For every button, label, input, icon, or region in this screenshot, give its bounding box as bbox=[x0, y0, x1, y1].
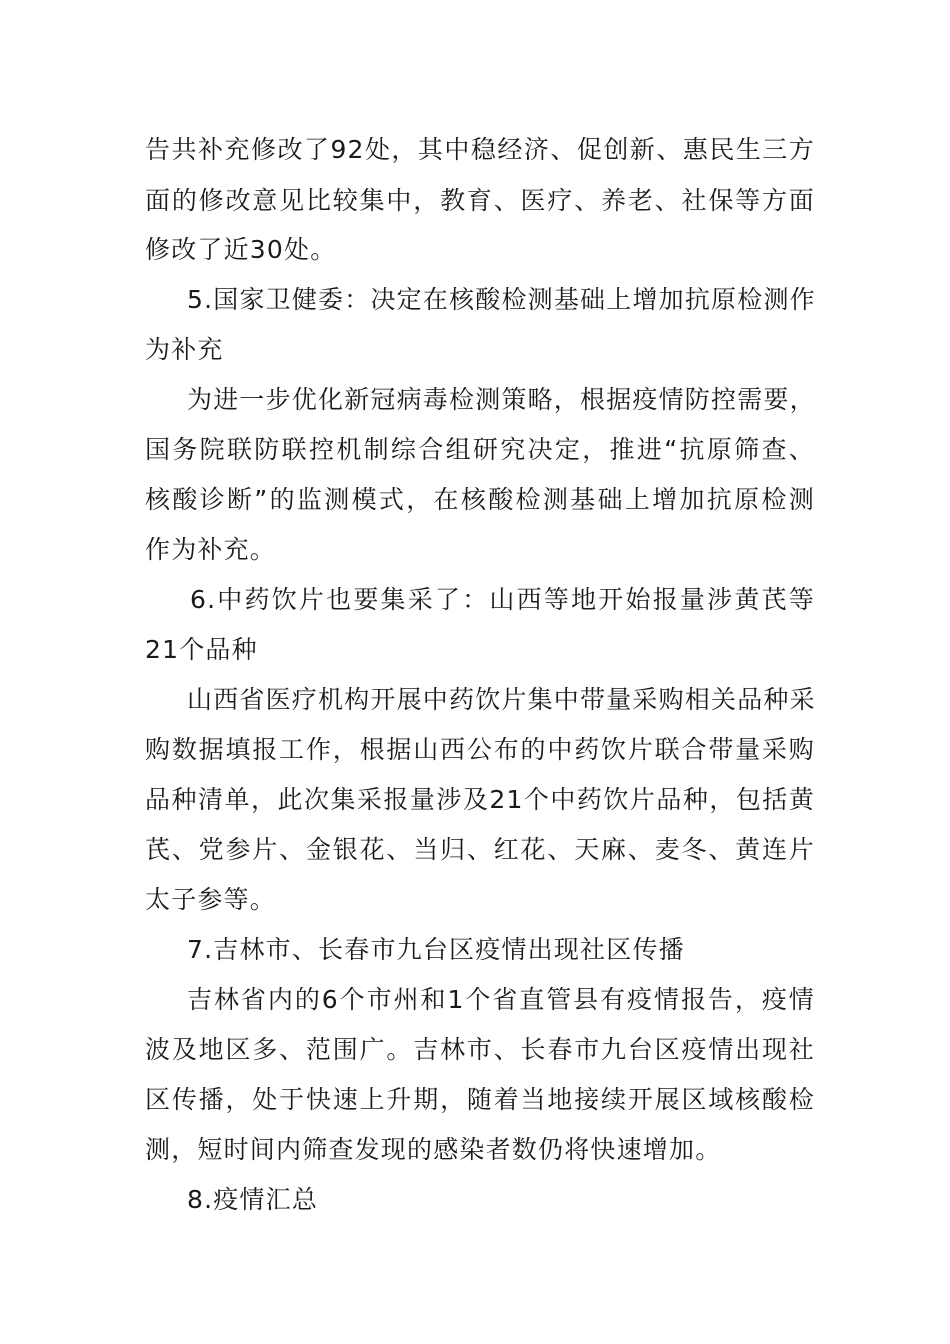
section-heading: 为补充 bbox=[145, 335, 224, 364]
text-line: 山西省医疗机构开展中药饮片集中带量采购相关品种采 bbox=[187, 685, 816, 714]
text-line: 修改了近30处。 bbox=[145, 235, 337, 264]
section-heading: 21个品种 bbox=[145, 635, 258, 664]
text-line: 测，短时间内筛查发现的感染者数仍将快速增加。 bbox=[145, 1135, 722, 1164]
text-line: 核酸诊断”的监测模式，在核酸检测基础上增加抗原检测 bbox=[145, 485, 815, 514]
section-heading: 5.国家卫健委：决定在核酸检测基础上增加抗原检测作 bbox=[187, 285, 816, 314]
text-line: 吉林省内的6个市州和1个省直管县有疫情报告，疫情 bbox=[187, 985, 815, 1014]
text-line: 品种清单，此次集采报量涉及21个中药饮片品种，包括黄 bbox=[145, 785, 815, 814]
text-line: 芪、党参片、金银花、当归、红花、天麻、麦冬、黄连片 bbox=[145, 835, 815, 864]
section-heading: 7.吉林市、长春市九台区疫情出现社区传播 bbox=[187, 935, 685, 964]
section-heading: 8.疫情汇总 bbox=[187, 1185, 319, 1214]
text-line: 波及地区多、范围广。吉林市、长春市九台区疫情出现社 bbox=[145, 1035, 815, 1064]
text-line: 作为补充。 bbox=[145, 535, 277, 564]
text-line: 太子参等。 bbox=[145, 885, 277, 914]
text-line: 面的修改意见比较集中，教育、医疗、养老、社保等方面 bbox=[145, 186, 815, 215]
section-heading: 6.中药饮片也要集采了：山西等地开始报量涉黄芪等 bbox=[190, 585, 815, 614]
text-line: 区传播，处于快速上升期，随着当地接续开展区域核酸检 bbox=[145, 1085, 815, 1114]
text-line: 购数据填报工作，根据山西公布的中药饮片联合带量采购 bbox=[145, 735, 815, 764]
text-line: 为进一步优化新冠病毒检测策略，根据疫情防控需要， bbox=[187, 385, 816, 414]
text-line: 国务院联防联控机制综合组研究决定，推进“抗原筛查、 bbox=[145, 435, 815, 464]
text-line: 告共补充修改了92处，其中稳经济、促创新、惠民生三方 bbox=[145, 135, 815, 164]
